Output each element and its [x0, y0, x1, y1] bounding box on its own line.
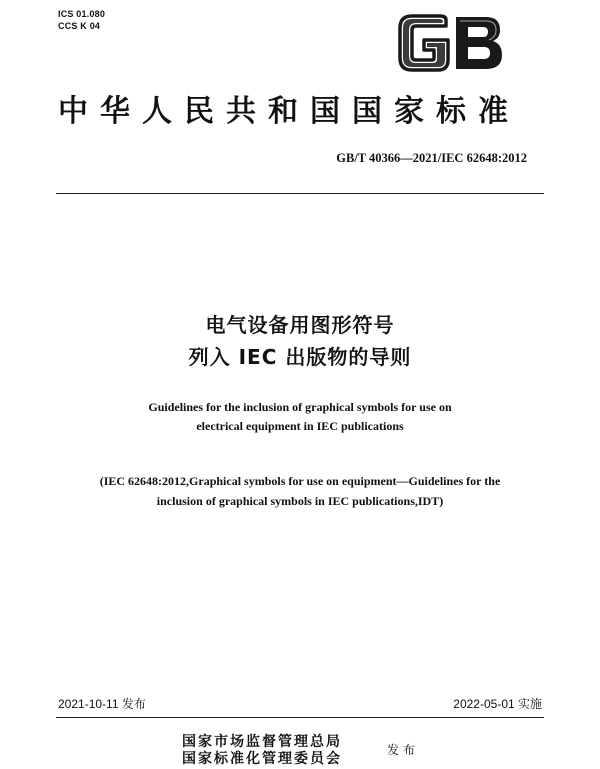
equivalence-statement [0, 471, 600, 511]
issuer-samr: 国家市场监督管理总局 [182, 734, 342, 750]
classification-codes [58, 8, 105, 32]
issuing-authorities [182, 734, 342, 768]
implementation-date: 2022-05-01 实施 [453, 697, 542, 711]
title-english-line-1: Guidelines for the inclusion of graphical symbols for use on [148, 400, 452, 414]
ccs-code: CCS K 04 [58, 21, 101, 31]
equivalence-line-2: inclusion of graphical symbols in IEC publications,IDT) [156, 494, 444, 508]
title-chinese-line-1: 电气设备用图形符号 [205, 313, 395, 337]
gb-logo-icon [398, 14, 504, 72]
gb-logo-graphic [398, 14, 504, 72]
header-divider [56, 193, 544, 194]
issue-action: 发布 [387, 743, 420, 757]
issue-date: 2021-10-11 发布 [58, 697, 146, 711]
equivalence-line-1: (IEC 62648:2012,Graphical symbols for use on equipment—Guidelines for the [99, 474, 501, 488]
title-english [0, 398, 600, 436]
standard-number: GB/T 40366—2021/IEC 62648:2012 [336, 151, 527, 165]
standard-category-title: 中华人民共和国国家标准 [58, 94, 520, 129]
title-english-line-2: electrical equipment in IEC publications [196, 419, 404, 433]
ics-code: ICS 01.080 [58, 9, 106, 19]
title-chinese-line-2: 列入 IEC 出版物的导则 [188, 345, 412, 369]
issuer-sac: 国家标准化管理委员会 [182, 751, 342, 767]
footer-divider [56, 717, 544, 718]
